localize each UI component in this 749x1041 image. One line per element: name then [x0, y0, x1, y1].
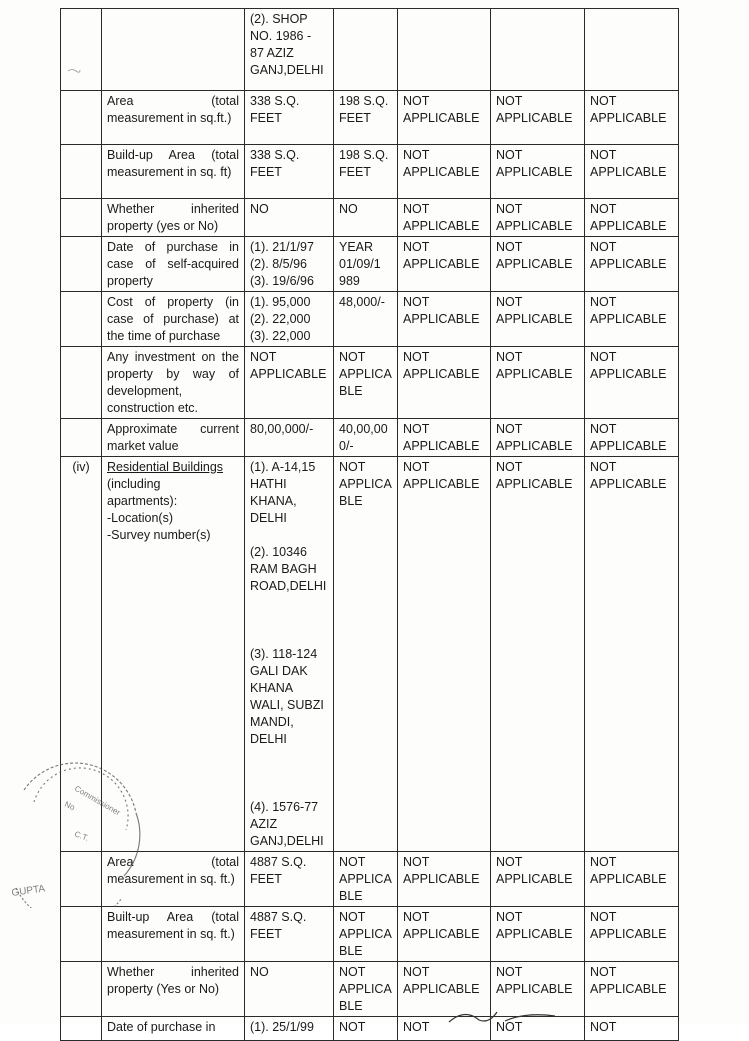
- row-value-col3: NOT: [398, 1017, 491, 1041]
- row-label: Whether inherited property (Yes or No): [102, 962, 245, 1017]
- row-value-col3: NOT APPLICABLE: [398, 292, 491, 347]
- row-number: [61, 91, 102, 145]
- row-value-col2: 48,000/-: [334, 292, 398, 347]
- row-value-col2: NO: [334, 199, 398, 237]
- row-value-col4: NOT APPLICABLE: [491, 91, 585, 145]
- row-number: [61, 962, 102, 1017]
- svg-text:No: No: [63, 799, 77, 813]
- row-value-col1: (2). SHOP NO. 1986 - 87 AZIZ GANJ,DELHI: [245, 9, 334, 91]
- row-value-col1: (1). 21/1/97 (2). 8/5/96 (3). 19/6/96: [245, 237, 334, 292]
- row-value-col3: NOT APPLICABLE: [398, 962, 491, 1017]
- row-value-col2: NOT APPLICA BLE: [334, 457, 398, 852]
- row-value-col3: NOT APPLICABLE: [398, 347, 491, 419]
- row-value-col5: NOT APPLICABLE: [585, 962, 679, 1017]
- table-row: [61, 962, 679, 1017]
- table-row: [61, 91, 679, 145]
- row-value-col2: YEAR 01/09/1 989: [334, 237, 398, 292]
- row-label: Area (total measurement in sq.ft.): [102, 91, 245, 145]
- table-row: [61, 457, 679, 852]
- row-value-col4: NOT APPLICABLE: [491, 237, 585, 292]
- row-value-col5: NOT APPLICABLE: [585, 91, 679, 145]
- row-value-col3: NOT APPLICABLE: [398, 419, 491, 457]
- table-row: [61, 907, 679, 962]
- row-label: Residential Buildings (including apartments): -Location(s) -Survey number(s): [102, 457, 245, 852]
- row-value-col4: NOT APPLICABLE: [491, 852, 585, 907]
- table-row: [61, 292, 679, 347]
- row-value-col4: NOT APPLICABLE: [491, 457, 585, 852]
- row-value-col5: NOT APPLICABLE: [585, 292, 679, 347]
- row-label: Whether inherited property (yes or No): [102, 199, 245, 237]
- svg-text:GUPTA: GUPTA: [10, 883, 46, 899]
- row-label: Date of purchase in case of self-acquired property: [102, 237, 245, 292]
- table-row: [61, 145, 679, 199]
- row-value-col2: 40,00,00 0/-: [334, 419, 398, 457]
- row-value-col1: (1). A-14,15 HATHI KHANA, DELHI (2). 10346 RAM BAGH ROAD,DELHI (3). 118-124 GALI DAK KHANA WALI, SUBZI MANDI, DELHI (4). 1576-77 AZIZ GANJ,DELHI: [245, 457, 334, 852]
- table-row: [61, 237, 679, 292]
- row-value-col1: NO: [245, 962, 334, 1017]
- row-value-col4: NOT APPLICABLE: [491, 907, 585, 962]
- row-value-col4: NOT APPLICABLE: [491, 419, 585, 457]
- row-value-col2: 198 S.Q. FEET: [334, 145, 398, 199]
- row-value-col2: NOT APPLICA BLE: [334, 852, 398, 907]
- row-value-col3: NOT APPLICABLE: [398, 852, 491, 907]
- row-value-col5: NOT APPLICABLE: [585, 907, 679, 962]
- row-number: [61, 852, 102, 907]
- section-heading: Residential Buildings: [107, 460, 224, 474]
- row-value-col5: NOT APPLICABLE: [585, 852, 679, 907]
- row-number: [61, 199, 102, 237]
- row-label: Area (total measurement in sq. ft.): [102, 852, 245, 907]
- row-value-col4: NOT APPLICABLE: [491, 199, 585, 237]
- row-value-col1: (1). 95,000 (2). 22,000 (3). 22,000: [245, 292, 334, 347]
- row-number: [61, 292, 102, 347]
- row-value-col1: 4887 S.Q. FEET: [245, 852, 334, 907]
- row-value-col4: [491, 9, 585, 91]
- row-value-col5: [585, 9, 679, 91]
- row-value-col1: 80,00,000/-: [245, 419, 334, 457]
- row-value-col2: 198 S.Q. FEET: [334, 91, 398, 145]
- row-number: [61, 1017, 102, 1041]
- row-label: Build-up Area (total measurement in sq. ft): [102, 145, 245, 199]
- property-table: [60, 8, 679, 1041]
- row-number: [61, 347, 102, 419]
- row-value-col3: NOT APPLICABLE: [398, 199, 491, 237]
- row-label: Approximate current market value: [102, 419, 245, 457]
- row-value-col2: [334, 9, 398, 91]
- row-number: [61, 237, 102, 292]
- row-value-col4: NOT APPLICABLE: [491, 347, 585, 419]
- table-row: [61, 347, 679, 419]
- row-value-col4: NOT APPLICABLE: [491, 145, 585, 199]
- row-value-col1: NOT APPLICABLE: [245, 347, 334, 419]
- row-number: [61, 907, 102, 962]
- row-value-col4: NOT: [491, 1017, 585, 1041]
- row-label: Cost of property (in case of purchase) at the time of purchase: [102, 292, 245, 347]
- row-value-col4: NOT APPLICABLE: [491, 962, 585, 1017]
- row-label: Built-up Area (total measurement in sq. ft.): [102, 907, 245, 962]
- table-row: [61, 419, 679, 457]
- svg-text:Commissioner: Commissioner: [73, 783, 122, 818]
- row-value-col3: NOT APPLICABLE: [398, 907, 491, 962]
- row-value-col3: NOT APPLICABLE: [398, 237, 491, 292]
- row-value-col2: NOT APPLICA BLE: [334, 962, 398, 1017]
- row-value-col5: NOT APPLICABLE: [585, 419, 679, 457]
- row-value-col3: NOT APPLICABLE: [398, 145, 491, 199]
- row-value-col1: 338 S.Q. FEET: [245, 145, 334, 199]
- table-row: [61, 852, 679, 907]
- row-label: [102, 9, 245, 91]
- row-number: (iv): [61, 457, 102, 852]
- table-row: [61, 1017, 679, 1041]
- row-value-col2: NOT APPLICA BLE: [334, 347, 398, 419]
- row-value-col5: NOT APPLICABLE: [585, 237, 679, 292]
- row-value-col5: NOT: [585, 1017, 679, 1041]
- row-number: [61, 9, 102, 91]
- row-value-col3: [398, 9, 491, 91]
- row-number: [61, 419, 102, 457]
- row-value-col1: (1). 25/1/99: [245, 1017, 334, 1041]
- table-row: [61, 199, 679, 237]
- row-value-col1: NO: [245, 199, 334, 237]
- row-value-col4: NOT APPLICABLE: [491, 292, 585, 347]
- row-value-col5: NOT APPLICABLE: [585, 457, 679, 852]
- row-label: Any investment on the property by way of development, construction etc.: [102, 347, 245, 419]
- row-number: [61, 145, 102, 199]
- row-value-col5: NOT APPLICABLE: [585, 347, 679, 419]
- row-value-col5: NOT APPLICABLE: [585, 145, 679, 199]
- row-value-col5: NOT APPLICABLE: [585, 199, 679, 237]
- row-label: Date of purchase in: [102, 1017, 245, 1041]
- row-value-col2: NOT APPLICA BLE: [334, 907, 398, 962]
- table-row: [61, 9, 679, 91]
- row-value-col3: NOT APPLICABLE: [398, 457, 491, 852]
- row-value-col1: 4887 S.Q. FEET: [245, 907, 334, 962]
- svg-text:C.T.: C.T.: [73, 829, 90, 843]
- row-value-col2: NOT: [334, 1017, 398, 1041]
- row-value-col1: 338 S.Q. FEET: [245, 91, 334, 145]
- row-value-col3: NOT APPLICABLE: [398, 91, 491, 145]
